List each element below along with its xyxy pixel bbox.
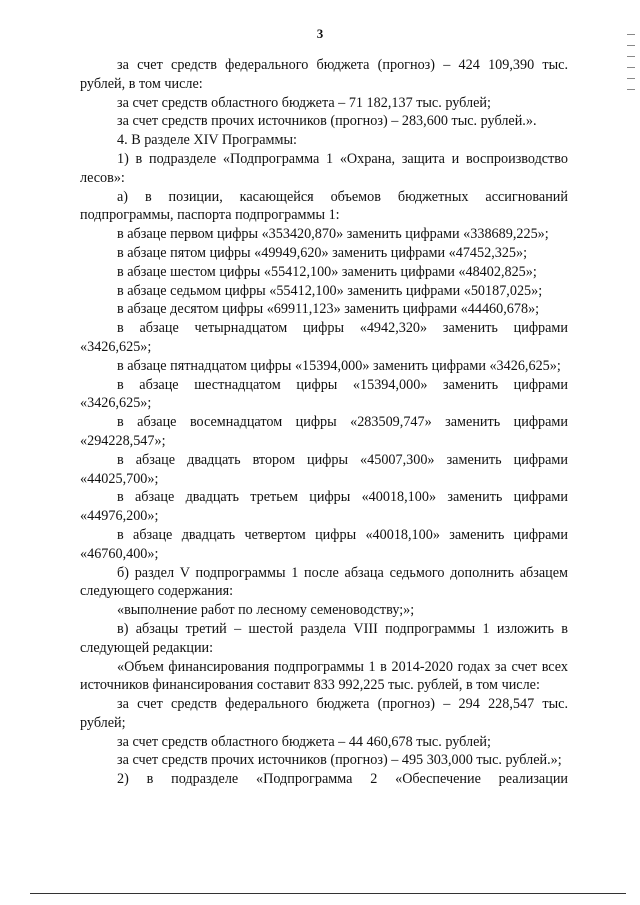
paragraph: 1) в подразделе «Подпрограмма 1 «Охрана, защита и воспроизводство лесов»:	[80, 150, 568, 186]
paragraph: в абзаце двадцать третьем цифры «40018,100» заменить цифрами «44976,200»;	[80, 489, 568, 525]
page-number: 3	[316, 26, 324, 41]
paragraph: за счет средств прочих источников (прогноз) – 495 303,000 тыс. рублей.»;	[117, 752, 562, 769]
paragraph: в абзаце двадцать втором цифры «45007,300» заменить цифрами «44025,700»;	[80, 451, 568, 487]
paragraph: в абзаце пятом цифры «49949,620» заменить цифрами «47452,325»;	[117, 244, 528, 261]
paragraph: в абзаце восемнадцатом цифры «283509,747» заменить цифрами «294228,547»;	[80, 414, 568, 449]
document-body	[80, 56, 568, 789]
margin-registration-mark	[627, 34, 635, 98]
paragraph: в абзаце шестнадцатом цифры «15394,000» заменить цифрами «3426,625»;	[80, 376, 568, 412]
paragraph: в абзаце пятнадцатом цифры «15394,000» заменить цифрами «3426,625»;	[117, 357, 561, 374]
paragraph: за счет средств прочих источников (прогноз) – 283,600 тыс. рублей.».	[117, 113, 537, 130]
paragraph: 2) в подразделе «Подпрограмма 2 «Обеспечение реализации	[117, 771, 568, 788]
paragraph: в абзаце шестом цифры «55412,100» заменить цифрами «48402,825»;	[117, 263, 537, 280]
paragraph: в) абзацы третий – шестой раздела VIII подпрограммы 1 изложить в следующей редакции:	[80, 620, 568, 656]
paragraph: «Объем финансирования подпрограммы 1 в 2014-2020 годах за счет всех источников финансирования составит 833 992,225 тыс. рублей, в том числе:	[80, 658, 568, 694]
page-bottom-edge-line	[30, 893, 626, 894]
paragraph: за счет средств федерального бюджета (прогноз) – 424 109,390 тыс. рублей, в том числе:	[80, 57, 568, 92]
paragraph: 4. В разделе XIV Программы:	[117, 132, 297, 149]
paragraph: за счет средств областного бюджета – 44 460,678 тыс. рублей;	[117, 733, 491, 750]
paragraph: в абзаце седьмом цифры «55412,100» заменить цифрами «50187,025»;	[117, 282, 543, 299]
paragraph: в абзаце десятом цифры «69911,123» заменить цифрами «44460,678»;	[117, 301, 540, 318]
paragraph: в абзаце первом цифры «353420,870» заменить цифрами «338689,225»;	[117, 226, 549, 243]
paragraph: а) в позиции, касающейся объемов бюджетных ассигнований подпрограммы, паспорта подпрограммы 1:	[80, 188, 568, 224]
paragraph: в абзаце двадцать четвертом цифры «40018,100» заменить цифрами «46760,400»;	[80, 526, 568, 562]
paragraph: в абзаце четырнадцатом цифры «4942,320» заменить цифрами «3426,625»;	[80, 320, 568, 355]
paragraph: б) раздел V подпрограммы 1 после абзаца седьмого дополнить абзацем следующего содержания:	[80, 564, 568, 600]
paragraph: за счет средств федерального бюджета (прогноз) – 294 228,547 тыс. рублей;	[80, 696, 568, 731]
paragraph: за счет средств областного бюджета – 71 182,137 тыс. рублей;	[117, 94, 491, 111]
paragraph: «выполнение работ по лесному семеноводству;»;	[117, 602, 415, 619]
